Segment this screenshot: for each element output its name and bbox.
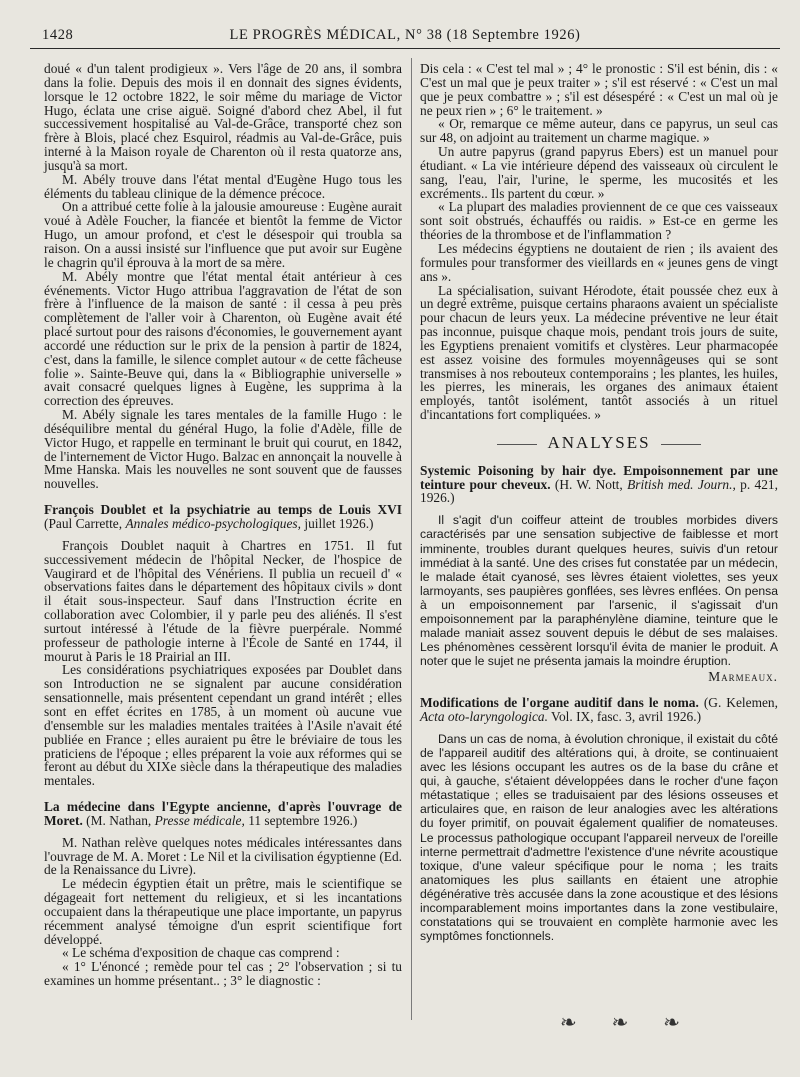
article-title: Systemic Poisoning by hair dye. Empoisonnement par une teinture pour cheveux.: [420, 462, 778, 492]
article-date: Vol. IX, fasc. 3, avril 1926.): [551, 709, 702, 725]
column-divider: [411, 58, 412, 1020]
fleuron-icon: ❧: [663, 1012, 680, 1034]
article-journal: British med. Journ.,: [627, 476, 736, 492]
article-citation: (Paul Carrette,: [44, 516, 123, 531]
article-journal: Presse médicale,: [154, 812, 245, 828]
paragraph: « 1° L'énoncé ; remède pour tel cas ; 2° l'observation ; si tu examines un homme présentant.. ; 3° le diagnostic :: [44, 959, 402, 989]
paragraph: Un autre papyrus (grand papyrus Ebers) est un manuel pour étudiant. « La vie intérieure dépend des vaisseaux où circulent le sang, l'eau, l'air, l'urine, le sperme, les mucosités et les excréments.. Ils partent du cœur. »: [420, 144, 778, 201]
page-number: 1428: [42, 27, 74, 43]
article-journal: Annales médico-psychologiques,: [125, 516, 301, 531]
article-heading: [420, 696, 778, 724]
author-signature: Marmeaux.: [708, 669, 778, 685]
page-header: [30, 26, 780, 49]
article-title: Modifications de l'organe auditif dans le noma.: [420, 695, 699, 711]
article-date: 11 septembre 1926.): [248, 812, 358, 828]
section-title: ANALYSES: [420, 436, 778, 450]
article-heading: [420, 464, 778, 506]
analysis-hair-dye: [420, 464, 778, 684]
egypt-continued: [420, 62, 778, 422]
fleuron-icon: ❧: [611, 1012, 629, 1034]
article-date: p. 421, 1926.): [420, 476, 778, 506]
article-date: juillet 1926.): [304, 516, 374, 531]
left-column: [44, 62, 402, 988]
paragraph: La spécialisation, suivant Hérodote, était poussée chez eux à un degré extrême, puisque certains pharaons avaient un spécialiste pour chacun de leurs yeux. La médecine préventive ne leur était pas inconnue, puisque chaque mois, pendant trois jours de suite, les Egyptiens prenaient vomitifs et clystères. Leur pharmacopée est assez voisine des formules moyennâgeuses qui se sont transmises à nos rebouteux contemporains ; les plantes, les huiles, les pierres, les minerais, les organes des animaux étaient employés, tantôt isolément, tantôt associés à un rituel d'incantations fort compliquées. »: [420, 282, 778, 423]
article-egypt: [44, 800, 402, 988]
paragraph: On a attribué cette folie à la jalousie amoureuse : Eugène aurait voué à Adèle Foucher, la fiancée et bientôt la femme de Victor Hugo, un amour profond, et c'est le désespoir qui troubla sa raison. On a aussi insisté sur l'influence que put avoir sur Eugène le chagrin qu'il éprouva à la mort de sa mère.: [44, 199, 402, 270]
paragraph: Dans un cas de noma, à évolution chronique, il existait du côté de l'appareil auditif des altérations qui, à droite, se continuaient avec les lésions occupant les autres os de la base du crâne et qui, à gauche, s'étaient développées dans le rocher d'une façon métastatique ; elles se traduisaient par des lésions osseuses et articulaires que, en raison de leur analogies avec les altérations du foyer primitif, on pouvait également qualifier de nomateuses. Le processus pathologique occupant l'appareil nerveux de l'oreille interne permettrait d'admettre l'existence d'une névrite acoustique toxique, d'une valeur spécifique pour le noma ; les traits anatomiques les plus saillants en étaient une atrophie dégénérative très accusée dans la zone acoustique et des lésions incomparablement moins importantes dans la zone vestibulaire, constatations qui se trouvaient en complète harmonie avec les symptômes fonctionnels.: [420, 731, 778, 944]
paragraph: « Or, remarque ce même auteur, dans ce papyrus, un seul cas sur 48, on adjoint au traitement un charme magique. »: [420, 116, 778, 146]
paragraph: Il s'agit d'un coiffeur atteint de troubles morbides divers caractérisés par une sensation subjective de faiblesse et mort imminente, troubles durant quelques heures, suivis d'un retour immédiat à la santé. Une des crises fut constatée par un médecin, le malade était cyanosé, ses lèvres étaient violettes, ses yeux larmoyants, ses paupières gonflées, ses lèvres enflées. On pensa à un empoisonnement par l'arsenic, il s'agissait d'un empoisonnement par la paraphénylène diamine, teinture que le malade maniait assez souvent depuis le début de ses malaises. Les phénomènes cessèrent lorsqu'il évita de manier le produit. A noter que le sujet ne présenta jamais la moindre éruption.: [420, 513, 778, 669]
paragraph: M. Abély trouve dans l'état mental d'Eugène Hugo tous les éléments du tableau clinique de la démence précoce.: [44, 171, 402, 201]
ornament-row: [560, 1010, 680, 1034]
paragraph: « La plupart des maladies proviennent de ce que ces vaisseaux sont soit obstrués, échauffés ou raidis. » Est-ce en germe les théories de la thrombose et de l'inflammation ?: [420, 199, 778, 243]
paragraph: Les médecins égyptiens ne doutaient de rien ; ils avaient des formules pour transformer des vieillards en « jeunes gens de vingt ans ».: [420, 240, 778, 284]
article-title: La médecine dans l'Egypte ancienne, d'après l'ouvrage de Moret.: [44, 799, 402, 828]
paragraph: Dis cela : « C'est tel mal » ; 4° le pronostic : S'il est bénin, dis : « C'est un mal que je peux traiter » ; s'il est réservé : « C'est un mal que je peux combattre » ; s'il est désespéré : « C'est un mal où je ne peux rien » ; 6° le traitement. »: [420, 61, 778, 118]
article-journal: Acta oto-laryngologica.: [420, 709, 548, 725]
article-citation: (G. Kelemen,: [703, 695, 778, 711]
article-heading: [44, 503, 402, 531]
paragraph: Le médecin égyptien était un prêtre, mais le scientifique se dégageait fort nettement du religieux, et si les incantations occupaient dans la thérapeutique une place importante, un papyrus récemment analysé témoigne d'un esprit scientifique fort développé.: [44, 876, 402, 947]
paragraph: François Doublet naquit à Chartres en 1751. Il fut successivement médecin de l'hôpital Necker, de l'hospice de Vaugirard et de l'hôpital des Vénériens. Il publia un recueil d' « observations faites dans le département des hôpitaux civils » dont il était sous-inspecteur. Sauf dans l'Instruction écrite en collaboration avec Colombier, il y parle peu des aliénés. Il s'est surtout intéressé à l'étude de la fièvre puerpérale. Nommé professeur de pathologie interne à l'École de Santé en 1744, il mourut à Paris le 18 Prairial an III.: [44, 537, 402, 664]
article-title: François Doublet et la psychiatrie au temps de Louis XVI: [44, 502, 402, 518]
article-doublet: [44, 503, 402, 788]
article-citation: (M. Nathan,: [86, 812, 152, 828]
right-column: [420, 62, 778, 943]
article-heading: [44, 800, 402, 828]
paragraph: M. Abély montre que l'état mental était antérieur à ces événements. Victor Hugo attribua l'aggravation de l'état de son frère à l'influence de la maison de santé : il cessa à peu près complètement de l'aller voir à Charenton, où Eugène avait été placé surtout pour des raisons d'économies, le gouvernement ayant accordé une réduction sur le prix de la pension à partir de 1824, c'est, dans la famille, le silence complet autour « de cette fâcheuse folie ». Sainte-Beuve qui, dans la « Bibliographie universelle » avait consacré quelques lignes à Eugène, les supprima à la correction des épreuves.: [44, 268, 402, 409]
fleuron-icon: ❧: [560, 1012, 577, 1034]
journal-title: LE PROGRÈS MÉDICAL, N° 38 (18 Septembre 1926): [229, 27, 581, 43]
analysis-noma: [420, 696, 778, 943]
article-citation: (H. W. Nott,: [554, 476, 623, 492]
paragraph: Les considérations psychiatriques exposées par Doublet dans son Introduction ne se signalent par aucune considération sensationnelle, mais présentent cependant un grand intérêt ; elles sont en effet écrites en 1785, à un moment où aucune vue d'ensemble sur les maladies mentales traitées à l'Asile n'avait été publiée en France ; elles auraient pu être le bréviaire de tous les praticiens de l'époque ; elles préparent la voie aux réformes qui se feront au début du XIXe siècle dans la thérapeutique des maladies mentales.: [44, 662, 402, 789]
intro-text: [44, 62, 402, 491]
paragraph: M. Nathan relève quelques notes médicales intéressantes dans l'ouvrage de M. A. Moret : Le Nil et la civilisation égyptienne (Ed. de la Renaissance du Livre).: [44, 834, 402, 878]
paragraph: « Le schéma d'exposition de chaque cas comprend :: [62, 945, 340, 961]
paragraph: doué « d'un talent prodigieux ». Vers l'âge de 20 ans, il sombra dans la folie. Depuis des mois il en donnait des signes évidents, lorsque le 12 octobre 1822, le soir même du mariage de Victor Hugo, éclata une crise aiguë. Soigné d'abord chez Abel, il fut successivement hospitalisé au Val-de-Grâce, transporté chez son frère à Blois, placé chez Esquirol, réadmis au Val-de-Grâce, puis interné à la Maison royale de Charenton où il resta quatorze ans, jusqu'à sa mort.: [44, 61, 402, 173]
paragraph: M. Abély signale les tares mentales de la famille Hugo : le déséquilibre mental du général Hugo, la folie d'Adèle, fille de Victor Hugo, et rappelle en terminant le bruit qui courut, en 1842, de l'internement de Victor Hugo. Balzac en annonçait la nouvelle à Mme Hanska. Mais les nouvelles ne sont souvent que de fausses nouvelles.: [44, 407, 402, 492]
